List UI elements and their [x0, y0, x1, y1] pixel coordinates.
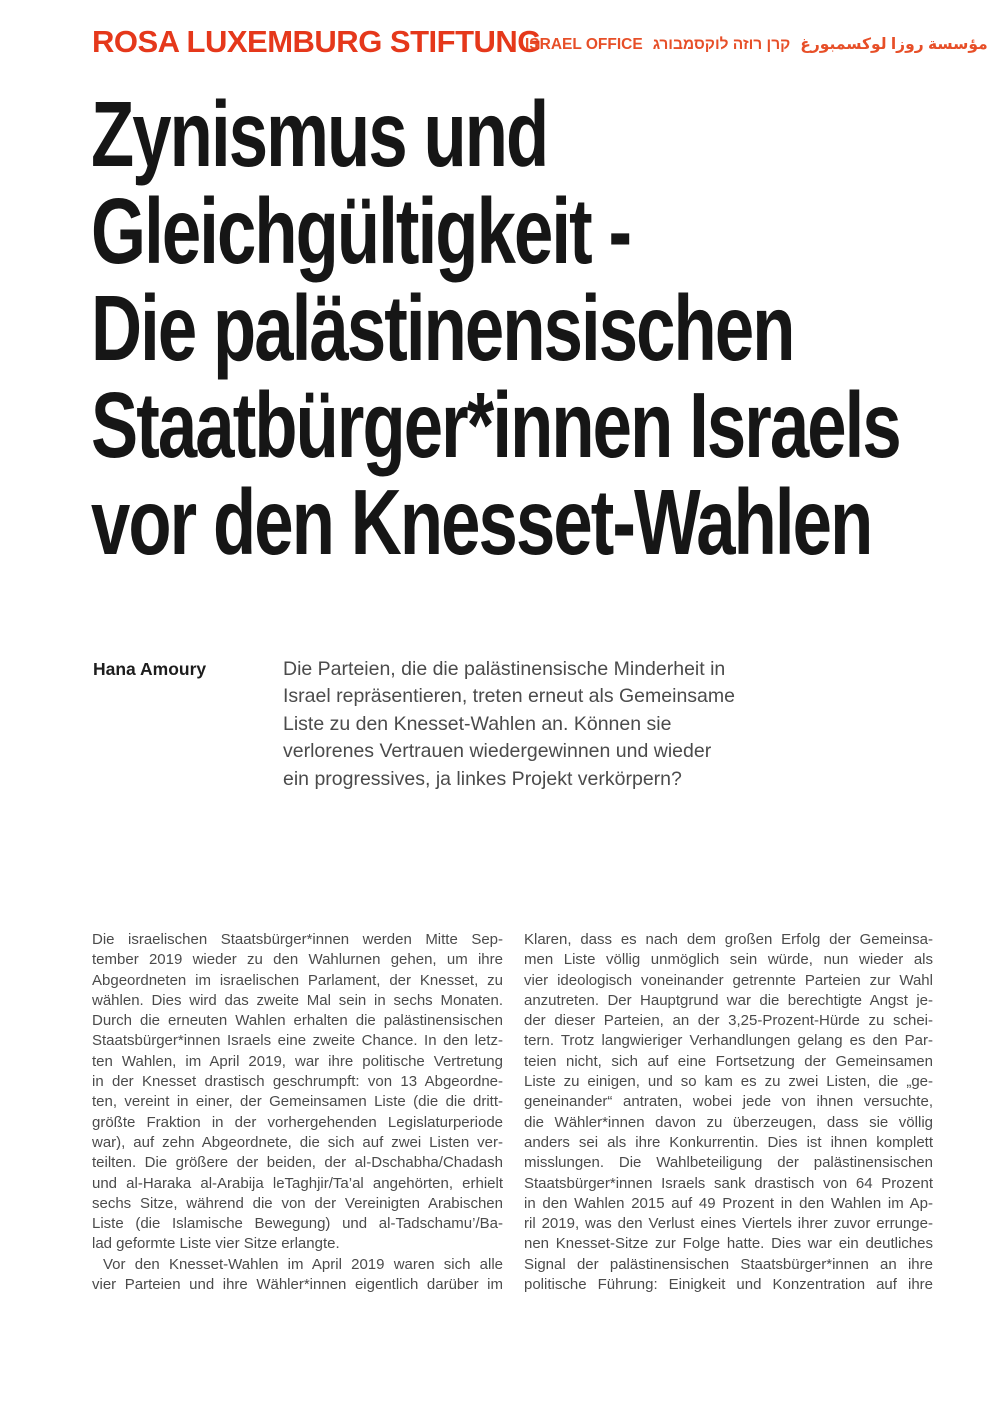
text-line: teien nicht, sich auf eine Fortsetzung der Gemeinsamen	[524, 1052, 933, 1070]
office-label-hebrew: קרן רוזה לוקסמבורג	[652, 36, 791, 53]
text-line: Liste zu den Knesset-Wahlen an. Können sie	[283, 712, 672, 735]
text-line: Staatbürger*innen Israels	[91, 373, 900, 477]
text-line: war), auf zehn Abgeordnete, die sich auf zwei Listen ver-	[92, 1133, 503, 1151]
text-line: Gleichgültigkeit -	[91, 179, 631, 283]
text-line: Klaren, dass es nach dem großen Erfolg der Gemeinsa-	[524, 931, 933, 948]
text-line: anders sei als ihre Konkurrentin. Dies ist ihnen komplett	[524, 1133, 933, 1151]
lead-paragraph	[283, 656, 761, 793]
text-line: Die Parteien, die die palästinensische Minderheit in	[283, 658, 726, 680]
office-line	[525, 35, 988, 54]
text-line: wählen. Dies wird das zweite Mal sein in sechs Monaten.	[92, 991, 503, 1009]
article-title	[91, 82, 900, 574]
text-line: vier ideologisch voneinander getrennte Parteien zur Wahl	[524, 971, 933, 989]
text-line: vor den Knesset-Wahlen	[91, 470, 872, 574]
text-line: ten, vereint in einer, der Gemeinsamen Liste (die die dritt-	[92, 1093, 503, 1111]
text-line: geneinander“ antraten, wobei jede von ihnen versuchte,	[524, 1093, 933, 1111]
body-column-left	[92, 930, 503, 1295]
text-line: Israel repräsentieren, treten erneut als Gemeinsame	[283, 685, 735, 708]
text-line: verlorenes Vertrauen wiedergewinnen und wieder	[283, 740, 712, 763]
text-line: in den Wahlen 2015 auf 49 Prozent in den Wahlen im Ap-	[524, 1194, 933, 1212]
text-line: tember 2019 wieder zu den Wahlurnen gehen, um ihre	[92, 951, 503, 969]
text-line: Signal der palästinensischen Staatsbürger*innen an ihre	[524, 1255, 933, 1273]
text-line: ten Wahlen, im April 2019, war ihre politische Vertretung	[92, 1052, 503, 1070]
text-line: misslungen. Die Wahlbeteiligung der palästinensischen	[524, 1154, 933, 1172]
text-line: Staatsbürger*innen Israels sank drastisch von 64 Prozent	[524, 1174, 933, 1192]
text-line: teilten. Die größere der beiden, der al-Dschabha/Chadash	[92, 1154, 503, 1172]
text-line: anzutreten. Der Hauptgrund war die berechtigte Angst je-	[524, 991, 933, 1009]
text-line: lad geformte Liste vier Sitze erlangte.	[92, 1235, 340, 1253]
text-line: Zynismus und	[91, 82, 548, 186]
text-line: tern. Trotz langwieriger Verhandlungen gelang es den Par-	[524, 1032, 933, 1050]
text-line: sechs Sitze, während die von der Vereinigten Arabischen	[92, 1194, 503, 1212]
text-line: Die israelischen Staatsbürger*innen werden Mitte Sep-	[92, 931, 503, 948]
text-line: politische Führung: Einigkeit und Konzentration auf ihre	[524, 1276, 933, 1294]
author-name: Hana Amoury	[93, 659, 207, 679]
text-line: Abgeordneten im israelischen Parlament, der Knesset, zu	[92, 971, 503, 989]
text-line: Staatsbürger*innen Israels eine zweite Chance. In den letz-	[92, 1032, 503, 1050]
text-line: Liste zu einigen, und so kam es zu zwei Listen, die „ge-	[524, 1073, 933, 1091]
text-line: der dieser Parteien, an der 3,25-Prozent-Hürde zu schei-	[524, 1012, 933, 1030]
text-line: men Liste völlig unmöglich sein würde, nun wieder als	[524, 951, 933, 969]
text-line: Liste (die Islamische Bewegung) und al-Tadschamu’/Ba-	[92, 1215, 503, 1233]
text-line: Vor den Knesset-Wahlen im April 2019 waren sich alle	[103, 1255, 503, 1273]
text-line: größte Fraktion in der vorhergehenden Legislaturperiode	[92, 1113, 503, 1131]
text-line: nen Knesset-Sitze zur Folge hatte. Dies war ein deutliches	[524, 1235, 933, 1253]
text-line: und al-Haraka al-Arabija leTaghjir/Ta’al angehörten, erhielt	[92, 1174, 503, 1192]
brand-wordmark: ROSA LUXEMBURG STIFTUNG	[92, 24, 541, 59]
text-line: ein progressives, ja linkes Projekt verkörpern?	[283, 767, 682, 790]
text-line: in der Knesset drastisch geschrumpft: von 13 Abgeordne-	[92, 1073, 503, 1091]
office-label-arabic: مؤسسة روزا لوكسمبورغ	[800, 36, 988, 53]
text-line: die Wähler*innen davon zu überzeugen, dass sie völlig	[524, 1113, 933, 1131]
text-line: Die palästinensischen	[91, 276, 794, 380]
text-line: ril 2019, was den Verlust eines Viertels ihrer zuvor errunge-	[524, 1215, 933, 1233]
text-line: Durch die erneuten Wahlen erhalten die palästinensischen	[92, 1012, 503, 1030]
body-column-right	[524, 930, 933, 1295]
office-label-en: ISRAEL OFFICE	[525, 36, 643, 53]
text-line: vier Parteien und ihre Wähler*innen eigentlich darüber im	[92, 1276, 503, 1294]
